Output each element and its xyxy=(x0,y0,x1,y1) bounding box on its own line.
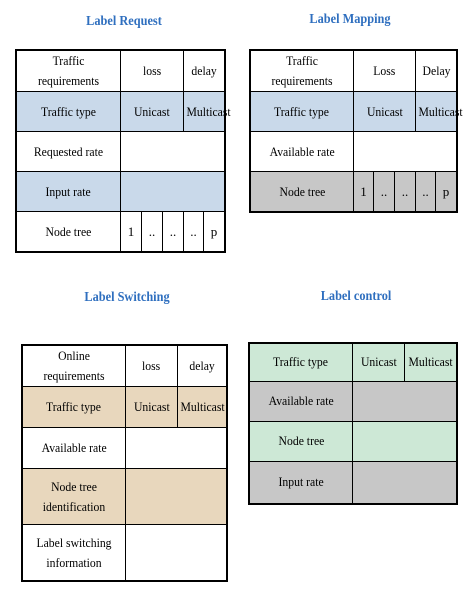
online-requirements-cell: Online requirements xyxy=(23,346,126,387)
label-switching-title: Label Switching xyxy=(84,290,170,305)
label-switching-table xyxy=(22,345,227,581)
node-cell-1: 1 xyxy=(121,212,142,252)
label-request-table xyxy=(16,50,231,252)
label-control-title: Label control xyxy=(320,289,392,304)
label-mapping-table xyxy=(250,50,463,212)
node-cell-4: .. xyxy=(416,172,436,212)
available-rate-cell: Available rate xyxy=(251,132,354,172)
node-tree-cell: Node tree xyxy=(251,172,354,212)
traffic-requirements-cell: Traffic requirements xyxy=(17,51,121,92)
unicast-cell: Unicast xyxy=(121,92,184,132)
node-cell-2: .. xyxy=(142,212,163,252)
traffic-type-cell: Traffic type xyxy=(251,92,354,132)
available-rate-value-cell xyxy=(353,382,457,422)
requested-rate-value-cell xyxy=(121,132,225,172)
loss-cell: loss xyxy=(126,346,178,387)
requested-rate-cell: Requested rate xyxy=(17,132,121,172)
label-request-title: Label Request xyxy=(86,14,162,29)
available-rate-value-cell xyxy=(126,428,227,469)
unicast-cell: Unicast xyxy=(126,387,178,428)
loss-cell: Loss xyxy=(354,51,416,92)
traffic-type-cell: Traffic type xyxy=(23,387,126,428)
available-rate-cell: Available rate xyxy=(250,382,353,422)
node-tree-cell: Node tree xyxy=(17,212,121,252)
node-tree-identification-cell: Node tree identification xyxy=(23,469,126,525)
label-switching-information-value-cell xyxy=(126,525,227,581)
node-tree-identification-value-cell xyxy=(126,469,227,525)
label-switching-information-cell: Label switching information xyxy=(23,525,126,581)
label-mapping-title: Label Mapping xyxy=(309,12,391,27)
input-rate-value-cell xyxy=(121,172,225,212)
node-cell-1: 1 xyxy=(354,172,374,212)
input-rate-cell: Input rate xyxy=(250,462,353,504)
available-rate-cell: Available rate xyxy=(23,428,126,469)
multicast-cell: Multicast xyxy=(416,92,457,132)
available-rate-value-cell xyxy=(354,132,457,172)
traffic-type-cell: Traffic type xyxy=(250,344,353,382)
unicast-cell: Unicast xyxy=(354,92,416,132)
loss-cell: loss xyxy=(121,51,184,92)
input-rate-cell: Input rate xyxy=(17,172,121,212)
node-cell-4: .. xyxy=(184,212,204,252)
node-cell-p: p xyxy=(204,212,225,252)
node-cell-2: .. xyxy=(374,172,395,212)
multicast-cell: Multicast xyxy=(184,92,225,132)
input-rate-value-cell xyxy=(353,462,457,504)
delay-cell: Delay xyxy=(416,51,457,92)
multicast-cell: Multicast xyxy=(405,344,457,382)
multicast-cell: Multicast xyxy=(178,387,227,428)
node-cell-3: .. xyxy=(395,172,416,212)
node-cell-p: p xyxy=(436,172,457,212)
traffic-type-cell: Traffic type xyxy=(17,92,121,132)
node-tree-value-cell xyxy=(353,422,457,462)
delay-cell: delay xyxy=(178,346,227,387)
delay-cell: delay xyxy=(184,51,225,92)
traffic-requirements-cell: Traffic requirements xyxy=(251,51,354,92)
node-tree-cell: Node tree xyxy=(250,422,353,462)
label-control-table xyxy=(249,343,457,504)
node-cell-3: .. xyxy=(163,212,184,252)
unicast-cell: Unicast xyxy=(353,344,405,382)
